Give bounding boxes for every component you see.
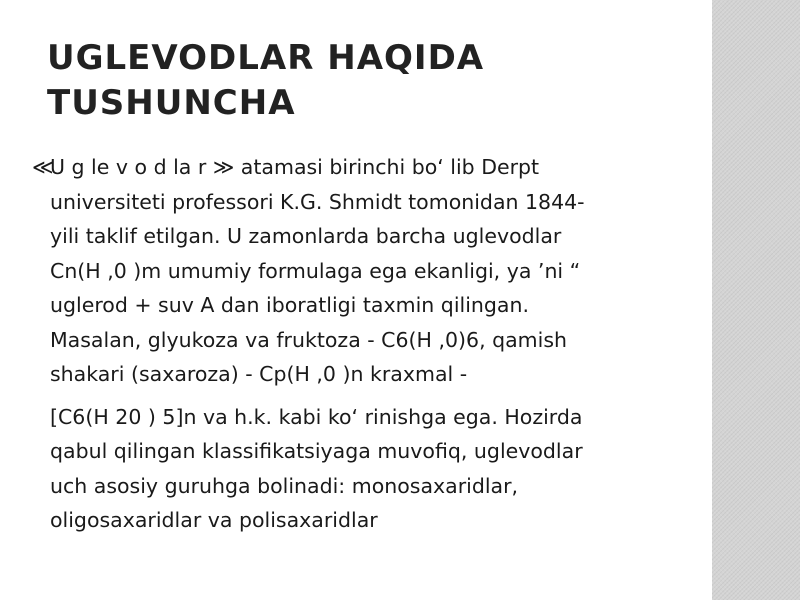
text-line: qabul qilingan klassifikatsiyaga muvofiq, uglevodlar	[50, 439, 583, 463]
text-line: Masalan, glyukoza va fruktoza - C6(H ,0)6, qamish	[50, 327, 568, 352]
slide-title-line: UGLEVODLAR HAQIDA	[47, 38, 485, 78]
text-line: Cn(H ,0 )m umumiy formulaga ega ekanligi, ya ’ni “	[50, 258, 581, 283]
text-line: uglerod + suv A dan iboratligi taxmin qilingan.	[50, 293, 529, 317]
text-line: shakari (saxaroza) - Cp(H ,0 )n kraxmal -	[50, 362, 468, 386]
text-line: U g le v o d la r ≫ atamasi birinchi bo‘ lib Derpt	[50, 155, 540, 179]
text-line: oligosaxaridlar va polisaxaridlar	[50, 508, 378, 532]
text-line: [C6(H 20 ) 5]n va h.k. kabi ko‘ rinishga ega. Hozirda	[50, 404, 583, 429]
slide-body	[32, 150, 672, 538]
slide-title-line: TUSHUNCHA	[47, 83, 296, 123]
bullet-mark: ≪	[32, 155, 54, 179]
text-line: yili taklif etilgan. U zamonlarda barcha uglevodlar	[50, 224, 562, 248]
text-line: uch asosiy guruhga bolinadi: monosaxaridlar,	[50, 473, 519, 498]
text-line: universiteti professori K.G. Shmidt tomonidan 1844-	[50, 189, 585, 214]
body-paragraph-1	[32, 150, 672, 392]
body-paragraph-2	[32, 400, 672, 538]
slide-title	[47, 36, 687, 126]
decorative-side-panel	[712, 0, 800, 600]
